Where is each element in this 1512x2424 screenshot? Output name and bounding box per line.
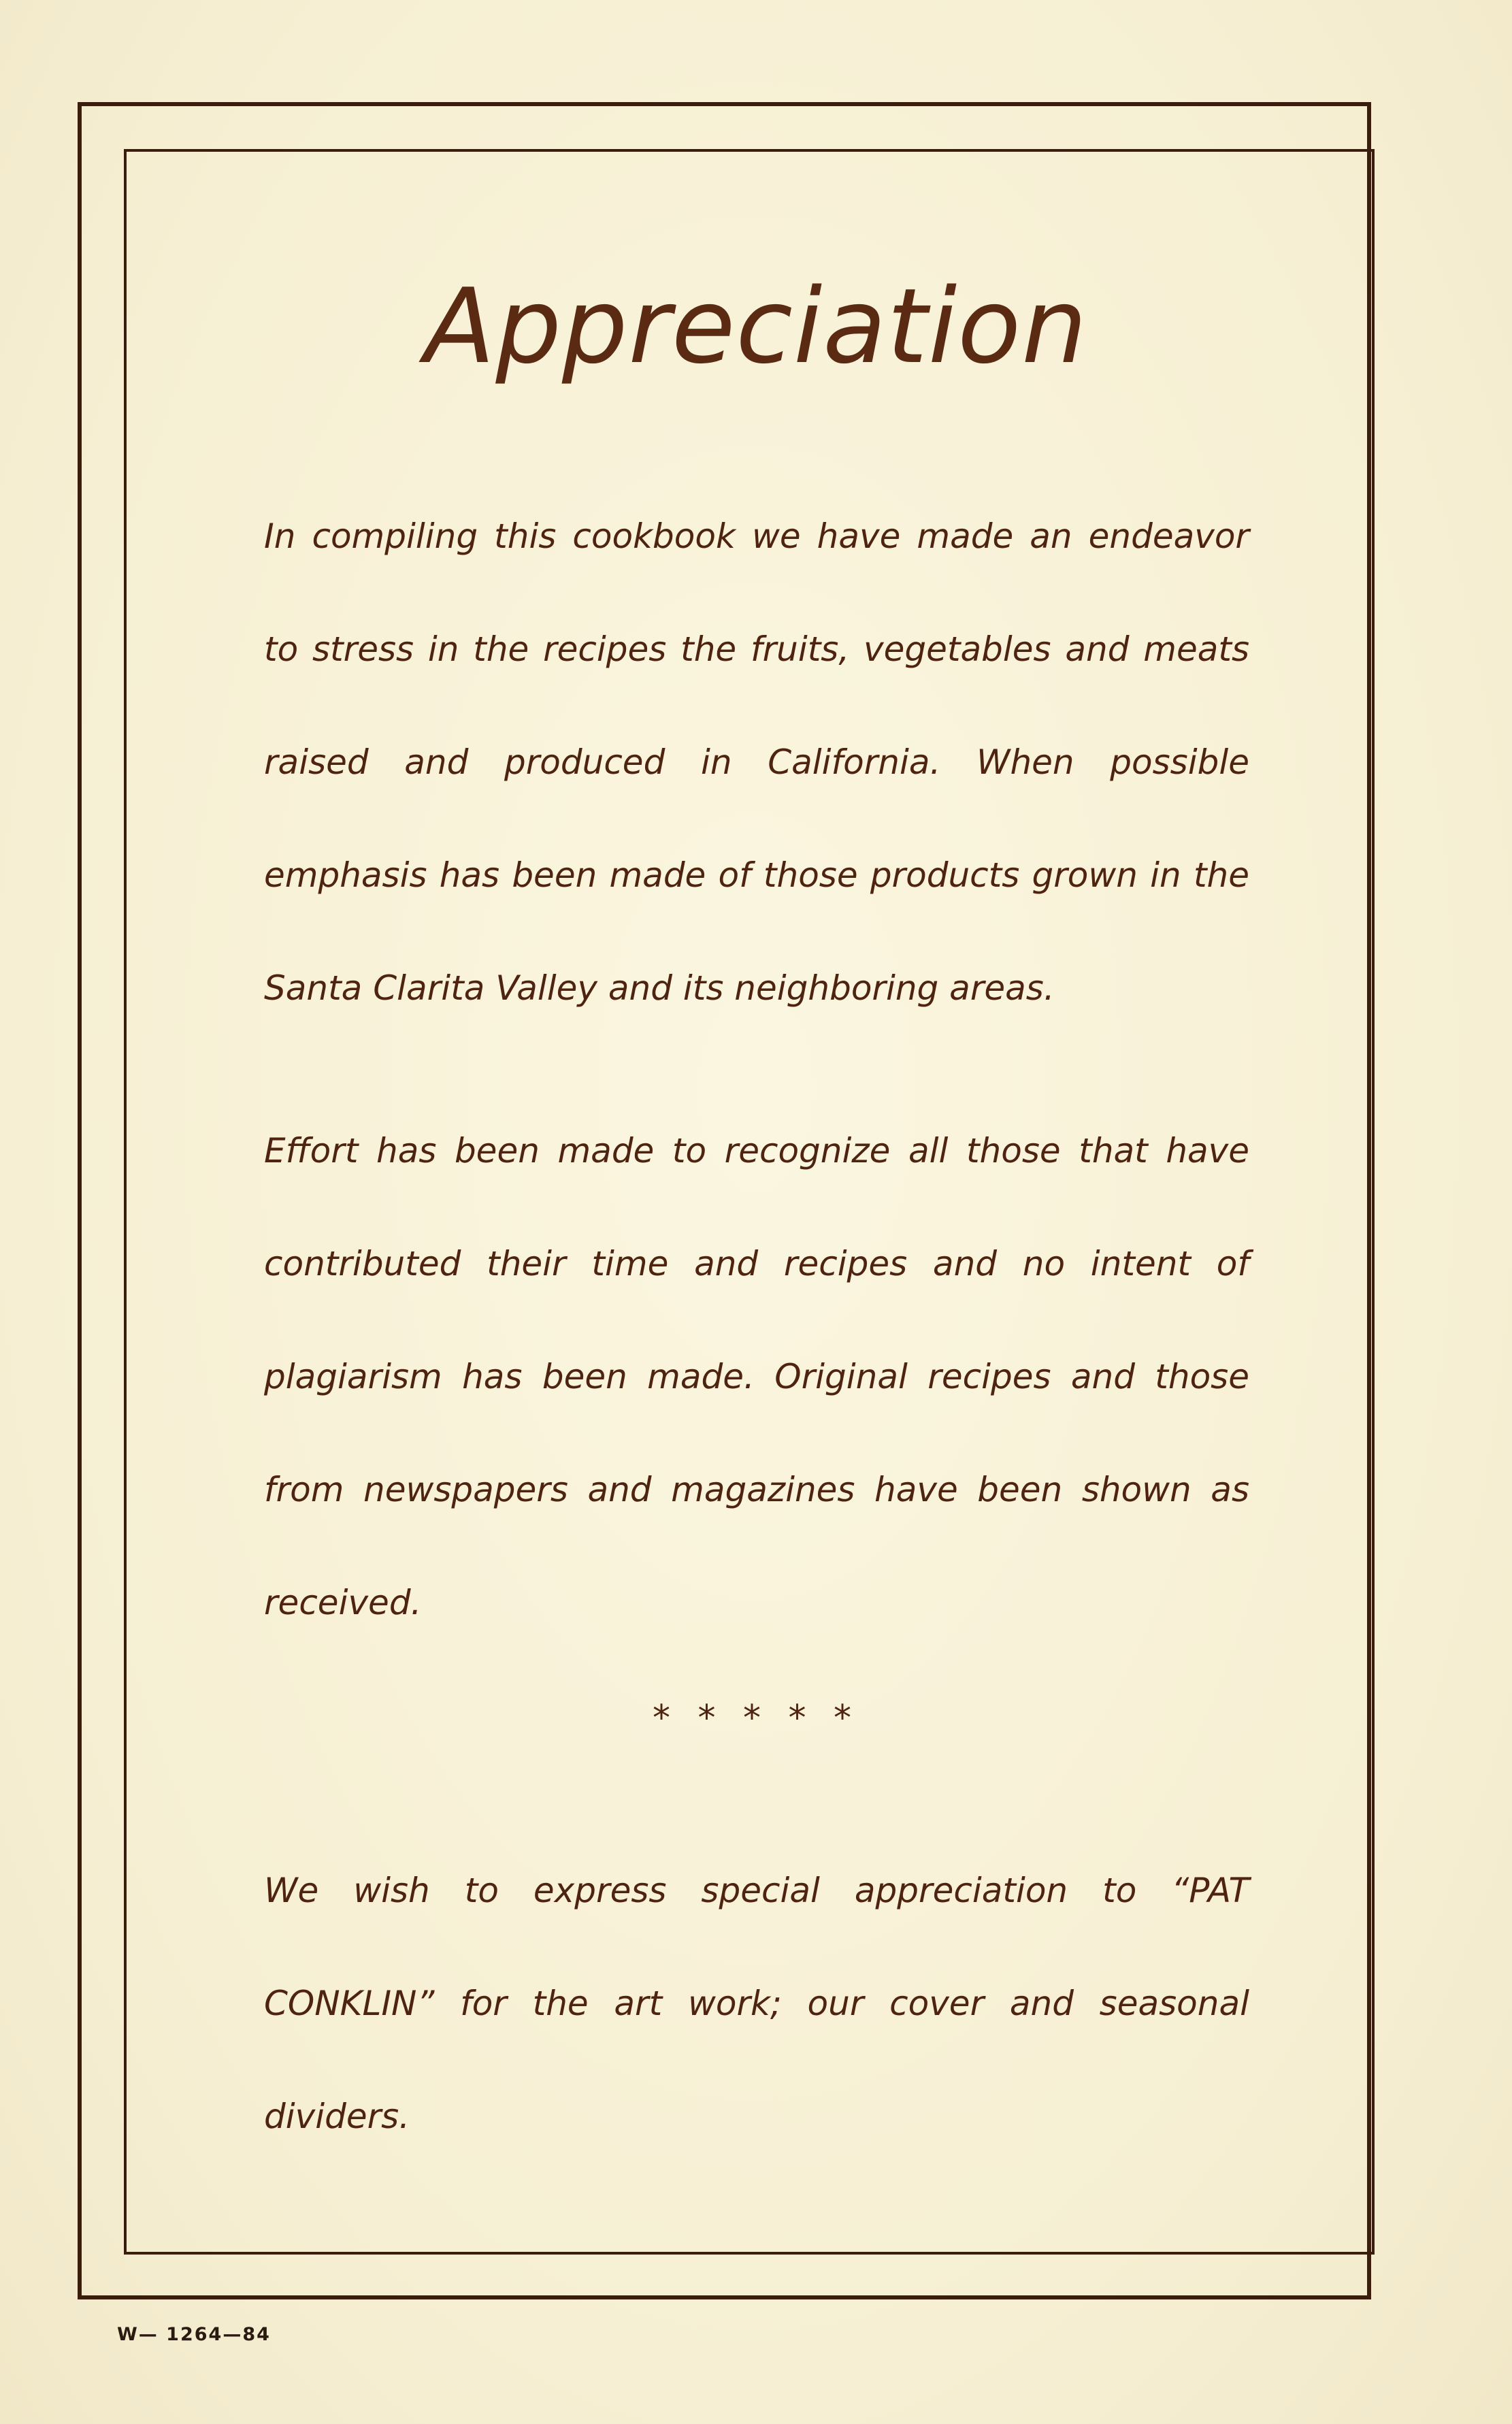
separator-stars: * * * * *: [652, 1698, 860, 1739]
page-title: Appreciation: [424, 266, 1088, 387]
paragraph-special-thanks: We wish to express special appreciation to “PAT CONKLIN” for the art work; our cover and seasonal dividers.: [264, 1871, 1249, 2136]
paragraph-endeavor: In compiling this cookbook we have made an endeavor to stress in the recipes the fruits, vegetables and meats raised and produced in California. When possible emphasis has been made of those products grown in the Santa Clarita Valley and its neighboring areas.: [264, 517, 1249, 1008]
print-code: W— 1264—84: [117, 2324, 271, 2345]
paragraph-plagiarism: Effort has been made to recognize all those that have contributed their time and recipes and no intent of plagiarism has been made. Original recipes and those from newspapers and magazines have been shown as received.: [264, 1131, 1249, 1622]
